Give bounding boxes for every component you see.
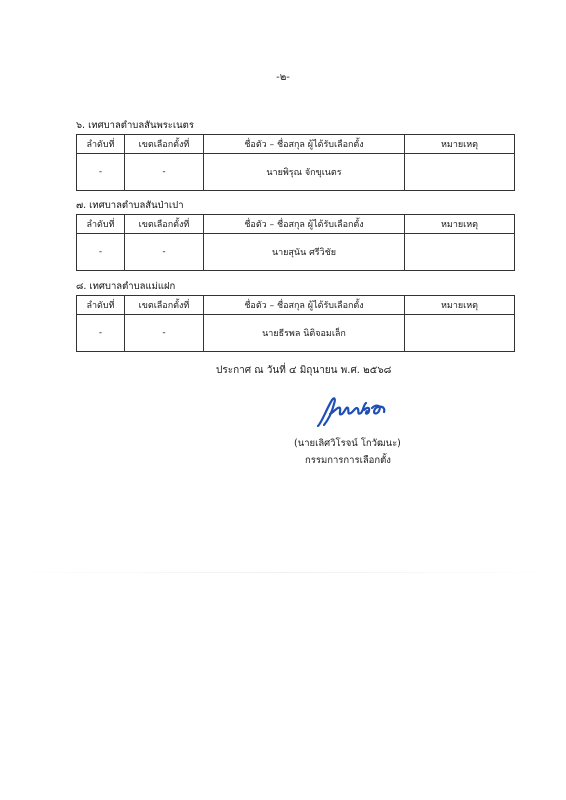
announcement-date: ประกาศ ณ วันที่ ๔ มิถุนายน พ.ศ. ๒๕๖๘ — [216, 365, 392, 376]
cell-district: - — [125, 234, 204, 271]
cell-name: นายพิรุณ จักขุเนตร — [204, 154, 405, 191]
table-row — [77, 234, 515, 271]
header-district: เขตเลือกตั้งที่ — [125, 296, 204, 315]
section-title: ๘. เทศบาลตำบลแม่แฝก — [76, 281, 176, 292]
results-table — [76, 134, 515, 191]
header-remark: หมายเหตุ — [405, 135, 515, 154]
cell-order: - — [77, 234, 125, 271]
cell-remark — [405, 154, 515, 191]
cell-district: - — [125, 154, 204, 191]
table-row — [77, 315, 515, 352]
header-name: ชื่อตัว – ชื่อสกุล ผู้ได้รับเลือกตั้ง — [204, 296, 405, 315]
results-table — [76, 295, 515, 352]
section-title: ๗. เทศบาลตำบลสันป่าเปา — [76, 200, 184, 211]
page-number: -๒- — [276, 72, 290, 83]
signer-name: (นายเลิศวิโรจน์ โกวัฒนะ) — [294, 438, 401, 449]
header-district: เขตเลือกตั้งที่ — [125, 135, 204, 154]
cell-remark — [405, 315, 515, 352]
header-order: ลำดับที่ — [77, 215, 125, 234]
results-table — [76, 214, 515, 271]
signature — [312, 392, 398, 432]
header-remark: หมายเหตุ — [405, 296, 515, 315]
table-header-row — [77, 215, 515, 234]
section-title: ๖. เทศบาลตำบลสันพระเนตร — [76, 120, 194, 131]
table-row — [77, 154, 515, 191]
section-8 — [76, 281, 514, 352]
page-fold-line — [0, 572, 566, 573]
cell-order: - — [77, 154, 125, 191]
header-order: ลำดับที่ — [77, 296, 125, 315]
header-order: ลำดับที่ — [77, 135, 125, 154]
table-header-row — [77, 296, 515, 315]
header-district: เขตเลือกตั้งที่ — [125, 215, 204, 234]
header-remark: หมายเหตุ — [405, 215, 515, 234]
section-6 — [76, 120, 514, 191]
cell-name: นายธีรพล นิติจอมเล็ก — [204, 315, 405, 352]
header-name: ชื่อตัว – ชื่อสกุล ผู้ได้รับเลือกตั้ง — [204, 135, 405, 154]
cell-remark — [405, 234, 515, 271]
cell-order: - — [77, 315, 125, 352]
header-name: ชื่อตัว – ชื่อสกุล ผู้ได้รับเลือกตั้ง — [204, 215, 405, 234]
section-7 — [76, 200, 514, 271]
signer-position: กรรมการการเลือกตั้ง — [305, 455, 391, 466]
cell-name: นายสุนัน ศรีวิชัย — [204, 234, 405, 271]
table-header-row — [77, 135, 515, 154]
cell-district: - — [125, 315, 204, 352]
